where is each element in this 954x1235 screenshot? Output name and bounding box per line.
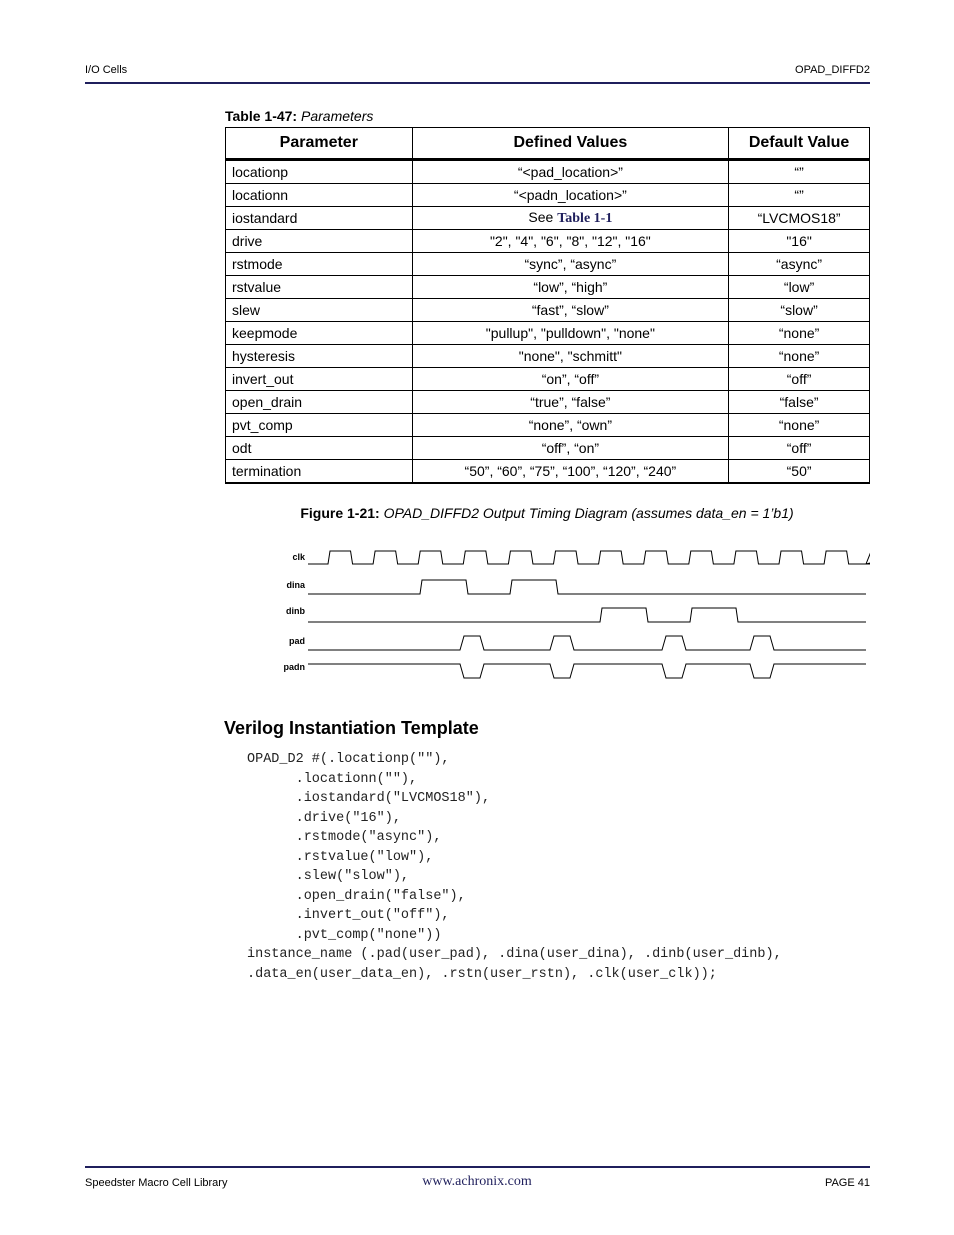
parameter-cell: hysteresis xyxy=(226,345,413,368)
signal-label-dina: dina xyxy=(286,580,305,590)
table-row xyxy=(226,276,870,299)
defined-values-cell: “none”, “own” xyxy=(412,414,729,437)
table-row xyxy=(226,160,870,184)
figure-caption-text: OPAD_DIFFD2 Output Timing Diagram (assumes data_en = 1’b1) xyxy=(383,505,794,521)
footer-document-title: Speedster Macro Cell Library xyxy=(85,1177,228,1189)
timing-diagram xyxy=(270,540,870,690)
default-value-cell: “async” xyxy=(729,253,870,276)
table-row xyxy=(226,345,870,368)
parameter-cell: keepmode xyxy=(226,322,413,345)
defined-values-cell: “<padn_location>” xyxy=(412,184,729,207)
default-value-cell: “none” xyxy=(729,322,870,345)
waveform-clk xyxy=(308,551,870,564)
signal-label-pad: pad xyxy=(288,636,305,646)
table-row xyxy=(226,460,870,484)
defined-values-cell: "2", "4", "6", "8", "12", "16" xyxy=(412,230,729,253)
header-macro-name: OPAD_DIFFD2 xyxy=(795,64,870,76)
footer-rule xyxy=(85,1166,870,1168)
verilog-code-block: OPAD_D2 #(.locationp(""), .locationn(""), .iostandard("LVCMOS18"), .drive("16"), .rstmode("async"), .rstvalue("low"), .slew("slow"), .open_drain("false"), .invert_out("off"), .pvt_comp("none")) instance_name (.pad(user_pad), .dina(user_dina), .dinb(user_dinb), .data_en(user_data_en), .rstn(user_rstn), .clk(user_clk)); xyxy=(247,752,782,982)
figure-caption xyxy=(0,505,954,521)
parameters-table xyxy=(225,127,870,484)
waveform-dina xyxy=(308,580,866,594)
table-row xyxy=(226,414,870,437)
table-caption-text: Parameters xyxy=(301,108,374,124)
footer-page-number: PAGE 41 xyxy=(824,1177,870,1189)
parameter-cell: termination xyxy=(226,460,413,484)
table-row xyxy=(226,207,870,230)
parameter-cell: pvt_comp xyxy=(226,414,413,437)
column-header: Default Value xyxy=(729,128,870,160)
default-value-cell: “none” xyxy=(729,414,870,437)
footer-website-link[interactable]: www.achronix.com xyxy=(422,1174,532,1189)
defined-values-cell: “sync”, “async” xyxy=(412,253,729,276)
defined-values-cell: “on”, “off” xyxy=(412,368,729,391)
parameter-cell: slew xyxy=(226,299,413,322)
defined-values-cell: "pullup", "pulldown", "none" xyxy=(412,322,729,345)
default-value-cell: “LVCMOS18” xyxy=(729,207,870,230)
parameter-cell: rstmode xyxy=(226,253,413,276)
defined-values-cell: "none", "schmitt" xyxy=(412,345,729,368)
defined-values-cell xyxy=(412,207,729,230)
default-value-cell: “low” xyxy=(729,276,870,299)
table-caption-number: Table 1-47: xyxy=(225,108,298,124)
default-value-cell: “none” xyxy=(729,345,870,368)
default-value-cell: "16" xyxy=(729,230,870,253)
parameter-cell: odt xyxy=(226,437,413,460)
parameter-cell: rstvalue xyxy=(226,276,413,299)
default-value-cell: “false” xyxy=(729,391,870,414)
default-value-cell: “off” xyxy=(729,368,870,391)
signal-label-padn: padn xyxy=(283,662,305,672)
table-row xyxy=(226,184,870,207)
header-section-label: I/O Cells xyxy=(85,64,128,76)
table-row xyxy=(226,230,870,253)
table-caption xyxy=(225,108,373,124)
defined-values-cell: “fast”, “slow” xyxy=(412,299,729,322)
section-title: Verilog Instantiation Template xyxy=(224,718,479,738)
table-row xyxy=(226,253,870,276)
signal-label-clk: clk xyxy=(292,552,305,562)
table-row xyxy=(226,391,870,414)
see-label: See xyxy=(528,209,558,225)
default-value-cell: “” xyxy=(729,160,870,184)
parameter-cell: invert_out xyxy=(226,368,413,391)
defined-values-cell: “off”, “on” xyxy=(412,437,729,460)
signal-label-dinb: dinb xyxy=(286,606,305,616)
default-value-cell: “slow” xyxy=(729,299,870,322)
parameter-cell: locationn xyxy=(226,184,413,207)
waveform-dinb xyxy=(308,608,866,622)
default-value-cell: “off” xyxy=(729,437,870,460)
table-row xyxy=(226,299,870,322)
waveform-padn xyxy=(308,664,866,678)
header-rule xyxy=(85,82,870,84)
column-header: Parameter xyxy=(226,128,413,160)
defined-values-cell: “low”, “high” xyxy=(412,276,729,299)
figure-caption-number: Figure 1-21: xyxy=(300,505,380,521)
waveform-pad xyxy=(308,636,866,650)
parameter-cell: iostandard xyxy=(226,207,413,230)
table-row xyxy=(226,368,870,391)
parameter-cell: locationp xyxy=(226,160,413,184)
parameter-cell: drive xyxy=(226,230,413,253)
table-row xyxy=(226,437,870,460)
parameter-cell: open_drain xyxy=(226,391,413,414)
table-header-row xyxy=(226,128,870,160)
table-row xyxy=(226,322,870,345)
column-header: Defined Values xyxy=(412,128,729,160)
defined-values-cell: “<pad_location>” xyxy=(412,160,729,184)
defined-values-cell: “50”, “60”, “75”, “100”, “120”, “240” xyxy=(412,460,729,484)
table-reference-link[interactable]: Table 1-1 xyxy=(557,211,613,226)
defined-values-cell: “true”, “false” xyxy=(412,391,729,414)
default-value-cell: “50” xyxy=(729,460,870,484)
default-value-cell: “” xyxy=(729,184,870,207)
